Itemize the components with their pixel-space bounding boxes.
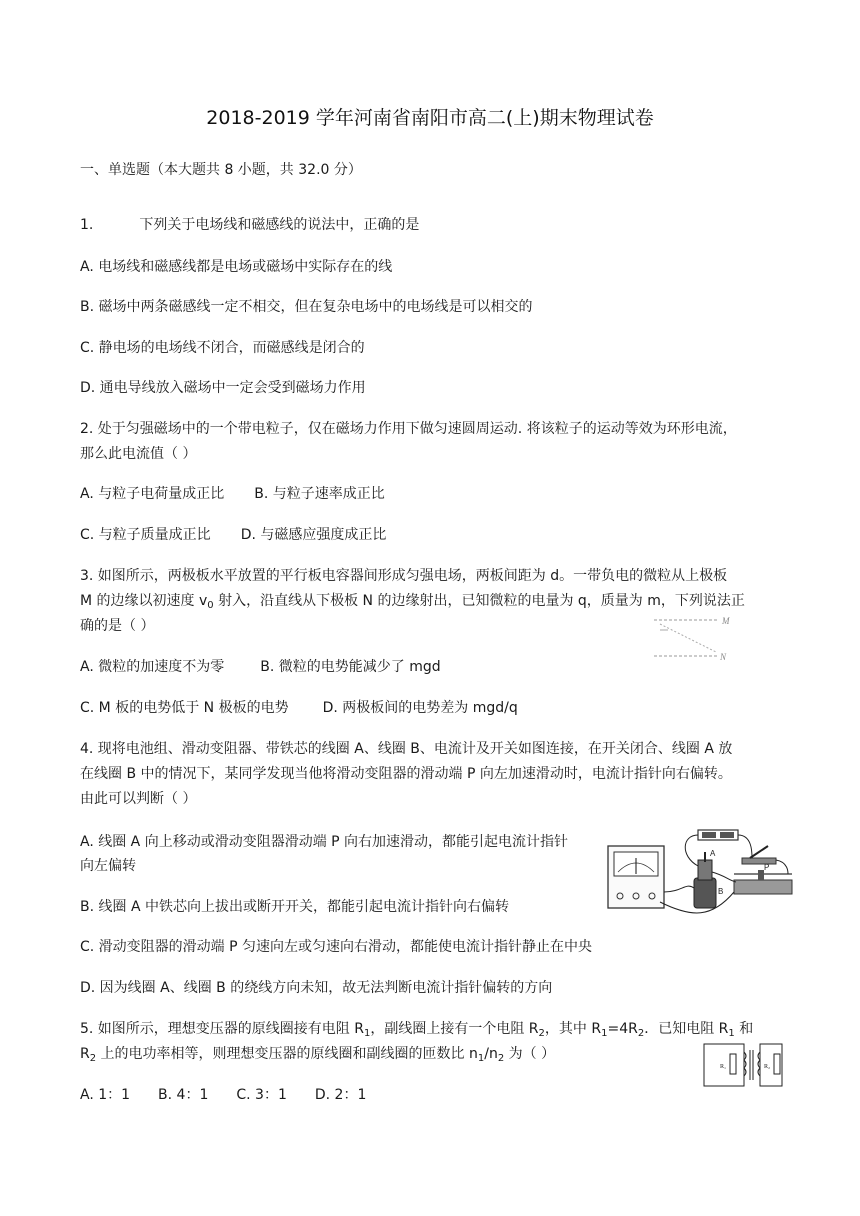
q5-option-b: B. 4：1 xyxy=(158,1087,209,1103)
q4-option-c: C. 滑动变阻器的滑动端 P 匀速向左或匀速向右滑动，都能使电流计指针静止在中央 xyxy=(80,939,593,955)
label-coil-a: A xyxy=(710,849,716,858)
q3-option-b: B. 微粒的电势能减少了 mgd xyxy=(260,659,441,675)
q5-option-c: C. 3：1 xyxy=(236,1087,287,1103)
wire xyxy=(685,835,698,866)
q2-options-row-1 xyxy=(80,484,385,504)
q3-stem-line-2: M 的边缘以初速度 $v_0$ 射入，沿直线从下极板 N 的边缘射出，已知微粒的电量为 q，质量为 m，下列说法正 xyxy=(80,593,745,611)
q1-option-c: C. 静电场的电场线不闭合，而磁感线是闭合的 xyxy=(80,340,365,356)
resistor-r2 xyxy=(774,1054,780,1074)
page-title: 2018-2019 学年河南省南阳市高二(上)期末物理试卷 xyxy=(206,107,654,129)
label-r2: R₂ xyxy=(764,1064,771,1070)
question-number: 1. xyxy=(80,217,94,233)
q1-option-a: A. 电场线和磁感线都是电场或磁场中实际存在的线 xyxy=(80,259,393,275)
q4-option-a-line-2: 向左偏转 xyxy=(80,858,136,874)
q5-stem-line-1: 5. 如图所示，理想变压器的原线圈接有电阻 $R_1$，副线圈上接有一个电阻 $R_2$，其中 $R_1=4R_2$．已知电阻 $R_1$ 和 xyxy=(80,1021,754,1039)
q1-option-b: B. 磁场中两条磁感线一定不相交，但在复杂电场中的电场线是可以相交的 xyxy=(80,299,533,315)
q4-option-d: D. 因为线圈 A、线圈 B 的绕线方向未知，故无法判断电流计指针偏转的方向 xyxy=(80,980,553,996)
q4-option-a-line-1: A. 线圈 A 向上移动或滑动变阻器滑动端 P 向右加速滑动，都能引起电流计指针 xyxy=(80,834,569,850)
wire xyxy=(776,860,788,874)
rheostat-body xyxy=(734,880,792,894)
wire xyxy=(738,835,752,858)
switch-lever xyxy=(750,846,768,858)
q4-stem-line-1: 4. 现将电池组、滑动变阻器、带铁芯的线圈 A、线圈 B、电流计及开关如图连接，在开关闭合、线圈 A 放 xyxy=(80,741,733,757)
q1-option-d: D. 通电导线放入磁场中一定会受到磁场力作用 xyxy=(80,380,366,396)
label-slider-p: P xyxy=(764,863,770,872)
question-1 xyxy=(80,215,419,235)
q5-option-d: D. 2：1 xyxy=(314,1087,367,1103)
q4-stem-line-3: 由此可以判断（ ） xyxy=(80,791,197,807)
q4-option-b: B. 线圈 A 中铁芯向上拔出或断开开关，都能引起电流计指针向右偏转 xyxy=(80,899,509,915)
battery-cell xyxy=(702,832,716,838)
q2-options-row-2 xyxy=(80,525,386,545)
q3-option-c: C. M 板的电势低于 N 极板的电势 xyxy=(80,700,289,716)
q2-option-c: C. 与粒子质量成正比 xyxy=(80,527,211,543)
coil-a xyxy=(698,860,712,880)
q3-option-d: D. 两极板间的电势差为 mgd/q xyxy=(322,700,518,716)
induction-apparatus-figure xyxy=(602,822,797,918)
q2-stem-line-2: 那么此电流值（ ） xyxy=(80,446,197,462)
q5-stem-line-2: $R_2$ 上的电功率相等，则理想变压器的原线圈和副线圈的匝数比 $n_1/n_2$ 为（ ） xyxy=(80,1046,556,1064)
wire xyxy=(664,886,694,892)
trajectory-line xyxy=(660,624,716,652)
q2-option-d: D. 与磁感应强度成正比 xyxy=(240,527,387,543)
q3-stem-line-1: 3. 如图所示，两极板水平放置的平行板电容器间形成匀强电场，两板间距为 d。一带负电的微粒从上极板 xyxy=(80,568,728,584)
battery-cell xyxy=(720,832,734,838)
resistor-r1 xyxy=(730,1054,736,1074)
q2-option-a: A. 与粒子电荷量成正比 xyxy=(80,486,225,502)
label-m: M xyxy=(722,616,730,626)
q5-option-a: A. 1：1 xyxy=(80,1087,131,1103)
q3-options-row-1 xyxy=(80,657,441,677)
label-coil-b: B xyxy=(718,887,724,896)
q3-stem-line-3: 确的是（ ） xyxy=(80,618,155,634)
transformer-figure xyxy=(700,1040,786,1090)
question-stem: 下列关于电场线和磁感线的说法中，正确的是 xyxy=(139,217,420,233)
label-r1: R₁ xyxy=(720,1064,727,1070)
q4-stem-line-2: 在线圈 B 中的情况下，某同学发现当他将滑动变阻器的滑动端 P 向左加速滑动时，电流计指针向右偏转。 xyxy=(80,766,732,782)
q2-option-b: B. 与粒子速率成正比 xyxy=(254,486,385,502)
switch-base xyxy=(742,858,776,864)
q3-option-a: A. 微粒的加速度不为零 xyxy=(80,659,225,675)
capacitor-figure xyxy=(646,612,746,668)
q2-stem-line-1: 2. 处于匀强磁场中的一个带电粒子，仅在磁场力作用下做匀速圆周运动. 将该粒子的运动等效为环形电流， xyxy=(80,421,737,437)
coil-b xyxy=(694,878,716,908)
q3-options-row-2 xyxy=(80,698,518,718)
label-n: N xyxy=(720,652,727,662)
q5-options-row xyxy=(80,1085,366,1105)
section-heading: 一、单选题（本大题共 8 小题，共 32.0 分） xyxy=(80,162,362,178)
